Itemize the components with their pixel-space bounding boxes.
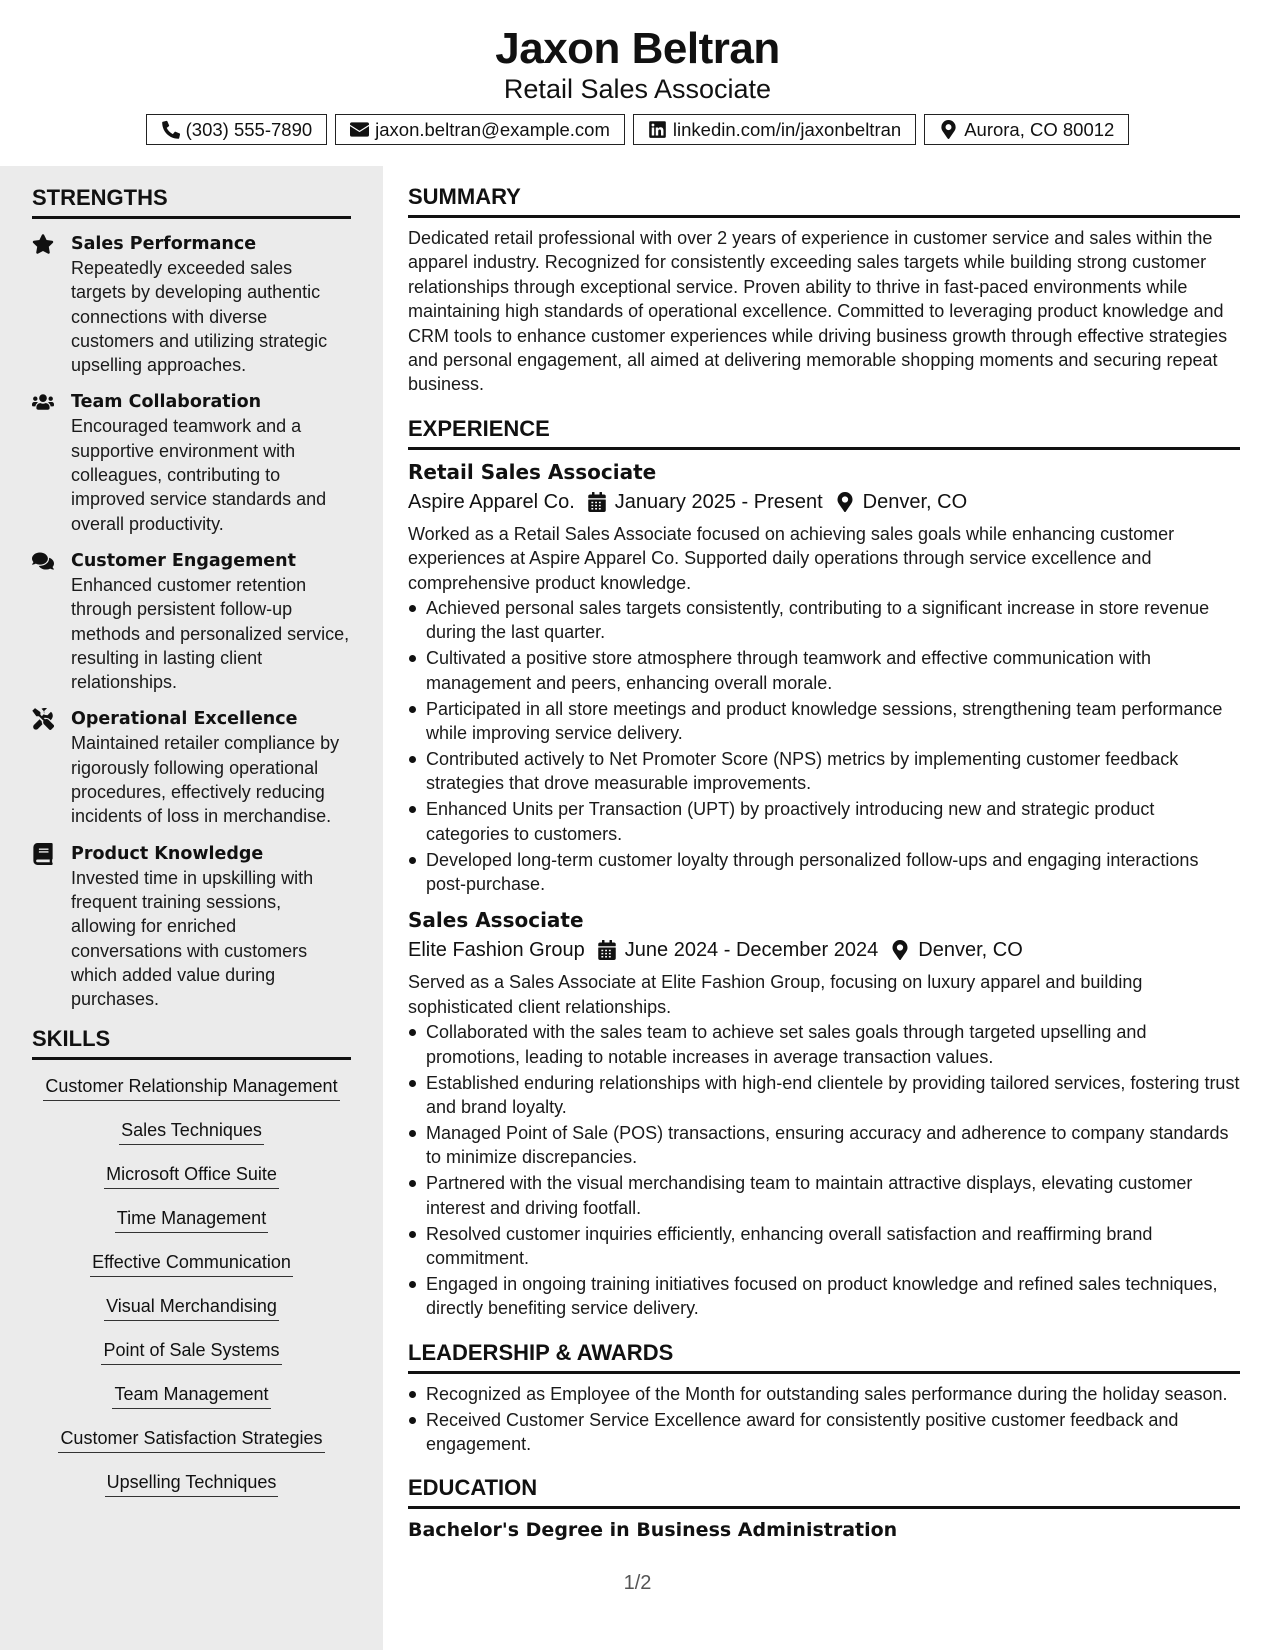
contact-location-text: Aurora, CO 80012: [964, 118, 1115, 140]
education-heading: EDUCATION: [408, 1474, 1240, 1509]
education-degree: Bachelor's Degree in Business Administration: [408, 1519, 898, 1542]
experience-heading: EXPERIENCE: [408, 415, 1240, 450]
tools-icon: [32, 708, 56, 732]
strength-title: Operational Excellence: [71, 709, 298, 730]
list-item: Collaborated with the sales team to achieve set sales goals through targeted upselling and promotions, leading to notable increases in average transaction values.: [408, 1020, 1240, 1069]
skill-item: Visual Merchandising: [104, 1294, 279, 1321]
list-item: Engaged in ongoing training initiatives focused on product knowledge and refined sales techniques, directly benefiting service delivery.: [408, 1272, 1240, 1321]
skills-list: [32, 1074, 351, 1497]
list-item: Participated in all store meetings and product knowledge sessions, strengthening team performance while improving service delivery.: [408, 697, 1240, 746]
map-pin-icon: [939, 120, 958, 139]
job-dates: January 2025 - Present: [614, 490, 823, 513]
contact-phone[interactable]: [146, 114, 328, 145]
list-item: Managed Point of Sale (POS) transactions, ensuring accuracy and adherence to company standards to minimize discrepancies.: [408, 1121, 1240, 1170]
list-item: Partnered with the visual merchandising team to maintain attractive displays, elevating customer interest and driving footfall.: [408, 1171, 1240, 1220]
contact-linkedin[interactable]: [633, 114, 916, 145]
strength-item: [32, 707, 351, 828]
strength-title: Product Knowledge: [71, 843, 264, 864]
calendar-icon: [597, 940, 617, 960]
job-meta: [408, 936, 1240, 964]
list-item: Established enduring relationships with high-end clientele by providing tailored services, fostering trust and brand loyalty.: [408, 1071, 1240, 1120]
leadership-bullets: [408, 1382, 1240, 1457]
contact-email[interactable]: [335, 114, 625, 145]
strength-desc: Repeatedly exceeded sales targets by developing authentic connections with diverse customers and utilizing strategic upselling approaches.: [71, 258, 328, 376]
leadership-heading: LEADERSHIP & AWARDS: [408, 1339, 1240, 1374]
job-company: Aspire Apparel Co.: [408, 490, 575, 513]
map-pin-icon: [835, 492, 855, 512]
resume-header: [0, 0, 1275, 166]
job-meta: [408, 488, 1240, 516]
contact-bar: [0, 114, 1275, 145]
page-number: 1/2: [623, 1572, 652, 1594]
strength-item: [32, 232, 351, 377]
education-section: [408, 1474, 1240, 1543]
list-item: Enhanced Units per Transaction (UPT) by proactively introducing new and strategic product categories to customers.: [408, 797, 1240, 846]
skill-item: Upselling Techniques: [105, 1470, 279, 1497]
leadership-section: [408, 1339, 1240, 1457]
contact-location: [924, 114, 1129, 145]
list-item: Contributed actively to Net Promoter Score (NPS) metrics by implementing customer feedback strategies that drove measurable improvements.: [408, 747, 1240, 796]
users-icon: [32, 391, 56, 415]
job-description: Served as a Sales Associate at Elite Fashion Group, focusing on luxury apparel and building sophisticated client relationships.: [408, 972, 1143, 1017]
strength-desc: Enhanced customer retention through persistent follow-up methods and personalized service, resulting in lasting client relationships.: [71, 574, 350, 693]
list-item: Developed long-term customer loyalty through personalized follow-ups and engaging interactions post-purchase.: [408, 848, 1240, 897]
list-item: Recognized as Employee of the Month for outstanding sales performance during the holiday season.: [408, 1382, 1240, 1406]
book-icon: [32, 843, 56, 867]
skill-item: Time Management: [115, 1206, 268, 1233]
job-bullets: [408, 1020, 1240, 1320]
job-description: Worked as a Retail Sales Associate focused on achieving sales goals while enhancing customer experiences at Aspire Apparel Co. Supported daily operations through service excellence and comprehensive product knowledge.: [408, 523, 1175, 593]
experience-section: [408, 415, 1240, 1321]
list-item: Resolved customer inquiries efficiently, enhancing overall satisfaction and reaffirming brand commitment.: [408, 1222, 1240, 1271]
phone-icon: [161, 120, 180, 139]
strength-item: [32, 842, 351, 1012]
candidate-role: Retail Sales Associate: [503, 74, 772, 104]
star-icon: [32, 233, 56, 257]
strength-desc: Maintained retailer compliance by rigorously following operational procedures, effectively reducing incidents of loss in merchandise.: [71, 733, 340, 827]
contact-email-text: jaxon.beltran@example.com: [375, 118, 610, 140]
strength-desc: Invested time in upskilling with frequent training sessions, allowing for enriched conversations with customers which added value during purchases.: [71, 867, 314, 1010]
map-pin-icon: [890, 940, 910, 960]
list-item: Achieved personal sales targets consistently, contributing to a significant increase in store revenue during the last quarter.: [408, 596, 1240, 645]
skill-item: Microsoft Office Suite: [104, 1162, 279, 1189]
comments-icon: [32, 550, 56, 574]
skill-item: Team Management: [112, 1382, 270, 1409]
calendar-icon: [587, 492, 607, 512]
list-item: Received Customer Service Excellence award for consistently positive customer feedback and engagement.: [408, 1408, 1240, 1457]
skill-item: Sales Techniques: [119, 1118, 264, 1145]
skill-item: Effective Communication: [90, 1250, 293, 1277]
strength-item: [32, 390, 351, 535]
linkedin-icon: [648, 120, 667, 139]
strengths-heading: STRENGTHS: [32, 184, 351, 219]
envelope-icon: [350, 120, 369, 139]
job-location: Denver, CO: [862, 490, 968, 513]
list-item: Cultivated a positive store atmosphere through teamwork and effective communication with management and peers, enhancing overall morale.: [408, 646, 1240, 695]
job-title: Sales Associate: [408, 908, 584, 933]
job-entry: [408, 906, 1240, 1320]
strength-title: Sales Performance: [71, 234, 257, 254]
summary-heading: SUMMARY: [408, 183, 1240, 218]
job-title: Retail Sales Associate: [408, 459, 657, 484]
sidebar: [0, 166, 383, 1650]
main-column: [408, 183, 1240, 1543]
summary-text: Dedicated retail professional with over 2 years of experience in customer service and sales within the apparel industry. Recognized for consistently exceeding sales targets while building strong customer relationships through exceptional service. Proven ability to thrive in fast-paced environments while maintaining high standards of operational excellence. Committed to leveraging product knowledge and CRM tools to enhance customer experiences while driving business growth through effective strategies and personal engagement, all aimed at delivering memorable shopping moments and securing repeat business.: [408, 228, 1228, 395]
job-bullets: [408, 596, 1240, 896]
job-dates: June 2024 - December 2024: [624, 939, 879, 962]
contact-linkedin-text: linkedin.com/in/jaxonbeltran: [672, 118, 902, 140]
strength-title: Customer Engagement: [71, 550, 297, 571]
job-company: Elite Fashion Group: [408, 939, 585, 962]
skill-item: Customer Satisfaction Strategies: [58, 1426, 324, 1453]
strength-desc: Encouraged teamwork and a supportive environment with colleagues, contributing to improved service standards and overall productivity.: [71, 416, 327, 534]
skill-item: Point of Sale Systems: [101, 1338, 281, 1365]
candidate-name: Jaxon Beltran: [495, 24, 780, 73]
job-location: Denver, CO: [918, 939, 1023, 962]
job-entry: [408, 458, 1240, 897]
strength-item: [32, 549, 351, 694]
skills-heading: SKILLS: [32, 1025, 351, 1060]
skill-item: Customer Relationship Management: [43, 1074, 339, 1101]
strength-title: Team Collaboration: [71, 392, 262, 413]
contact-phone-text: (303) 555-7890: [185, 118, 313, 140]
